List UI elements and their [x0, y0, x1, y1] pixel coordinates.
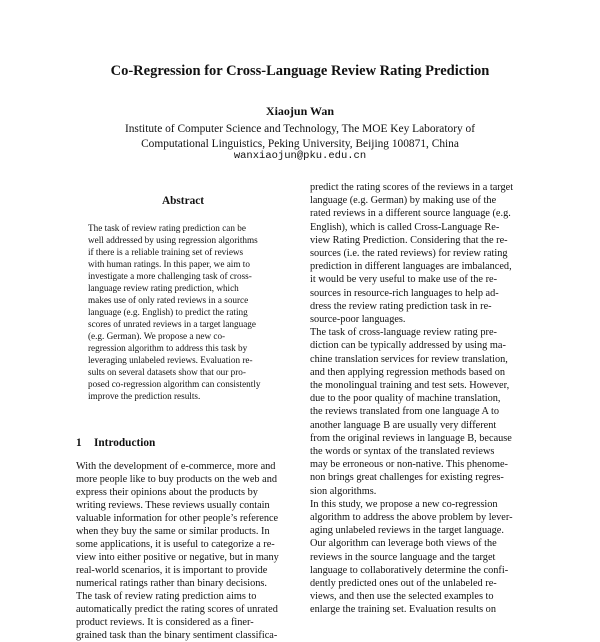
text-line: real-world scenarios, it is important to provide	[76, 565, 268, 576]
text-line: from the original reviews in language B, because	[310, 432, 512, 444]
text-line: numerical ratings rather than binary decisions.	[76, 578, 268, 589]
text-line: (e.g. German). We propose a new co-	[88, 331, 226, 341]
text-line: dress the review rating prediction task in re-	[310, 300, 492, 312]
text-line: dently predicted ones out of the unlabeled re-	[310, 578, 497, 589]
text-line: diction can be typically addressed by using ma-	[310, 340, 506, 352]
text-line: sources (i.e. the rated reviews) for review rating	[310, 248, 508, 259]
text-line: makes use of only rated reviews in a source	[88, 295, 249, 305]
text-line: views, and then use the selected examples to	[310, 591, 494, 603]
text-line: posed co-regression algorithm can consistently	[88, 379, 261, 389]
text-line: investigate a more challenging task of cross-	[88, 271, 252, 281]
text-line: enlarge the training set. Evaluation results on	[310, 604, 496, 616]
text-line: rated reviews in a different source language (e.g.	[310, 208, 511, 220]
text-line: predict the rating scores of the reviews in a target	[310, 182, 514, 193]
abstract-heading: Abstract	[161, 195, 205, 207]
text-line: the reviews translated from one language A to	[310, 406, 500, 418]
text-line: English), which is called Cross-Language Re-	[310, 221, 500, 233]
text-line: With the development of e-commerce, more and	[76, 461, 276, 472]
text-line: product reviews. It is considered as a finer-	[76, 617, 254, 628]
text-line: Our algorithm can leverage both views of the	[310, 538, 497, 550]
text-line: view Rating Prediction. Considering that the re-	[310, 234, 508, 246]
text-line: language review rating prediction, which	[88, 283, 239, 293]
text-line: aging unlabeled reviews in the target language.	[310, 525, 504, 537]
section-heading-introduction	[76, 437, 155, 449]
text-line: express their opinions about the products by	[76, 487, 258, 498]
text-line: language to collaboratively determine the confi-	[310, 564, 509, 576]
text-line: source-poor languages.	[310, 314, 406, 325]
text-line: some applications, it is useful to categorize a re-	[76, 539, 275, 550]
affiliation-line: Computational Linguistics, Peking University, Beijing 100871, China	[141, 138, 459, 150]
text-line: sources in resource-rich languages to help ad-	[310, 287, 499, 299]
text-line: leveraging unlabeled reviews. Evaluation re-	[88, 355, 253, 365]
author-name: Xiaojun Wan	[265, 104, 335, 118]
text-line: The task of review rating prediction can be	[88, 223, 246, 233]
text-line: more people like to buy products on the web and	[76, 474, 278, 485]
text-line: the monolingual training and test sets. However,	[310, 380, 510, 391]
text-line: if there is a reliable training set of reviews	[88, 247, 244, 257]
text-line: algorithm to address the above problem by lever-	[310, 512, 513, 523]
section-number: 1	[76, 437, 82, 449]
paper-title: Co-Regression for Cross-Language Review Rating Prediction	[110, 63, 490, 79]
author-email: wanxiaojun@pku.edu.cn	[233, 150, 367, 162]
text-line: due to the poor quality of machine translation,	[310, 393, 501, 405]
text-line: non brings great challenges for existing regres-	[310, 472, 504, 484]
text-line: reviews in the source language and the target	[310, 551, 496, 563]
text-line: The task of cross-language review rating pre-	[310, 327, 497, 339]
text-line: automatically predict the rating scores of unrated	[76, 604, 278, 615]
text-line: In this study, we propose a new co-regression	[310, 498, 498, 510]
text-line: scores of unrated reviews in a target language	[88, 319, 256, 329]
text-line: chine translation services for review translation,	[310, 353, 508, 365]
text-line: and then applying regression methods based on	[310, 366, 506, 378]
text-line: the words or syntax of the translated reviews	[310, 446, 495, 457]
section-title: Introduction	[94, 437, 156, 449]
text-line: The task of review rating prediction aims to	[76, 591, 257, 602]
text-line: view into either positive or negative, but in many	[76, 552, 279, 563]
text-line: another language B are usually very different	[310, 419, 497, 431]
text-line: well addressed by using regression algorithms	[88, 235, 258, 245]
text-line: it would be very useful to make use of the re-	[310, 274, 498, 286]
text-line: prediction in different languages are imbalanced,	[310, 261, 512, 273]
text-line: grained task than the binary sentiment classifica-	[76, 630, 278, 641]
text-line: language (e.g. English) to predict the rating	[88, 307, 248, 317]
text-line: writing reviews. These reviews usually contain	[76, 500, 270, 511]
text-line: valuable information for other people’s reference	[76, 513, 279, 524]
text-line: improve the prediction results.	[88, 391, 201, 401]
text-line: sion algorithms.	[310, 485, 377, 497]
text-line: may be erroneous or non-native. This phenome-	[310, 459, 508, 471]
text-line: when they buy the same or similar products. In	[76, 526, 270, 537]
text-line: language (e.g. German) by making use of the	[310, 195, 497, 207]
text-line: with human ratings. In this paper, we aim to	[88, 259, 250, 269]
affiliation-line: Institute of Computer Science and Technology, The MOE Key Laboratory of	[124, 123, 476, 135]
text-line: sults on several datasets show that our pro-	[88, 367, 246, 377]
text-line: regression algorithm to address this task by	[88, 343, 248, 353]
